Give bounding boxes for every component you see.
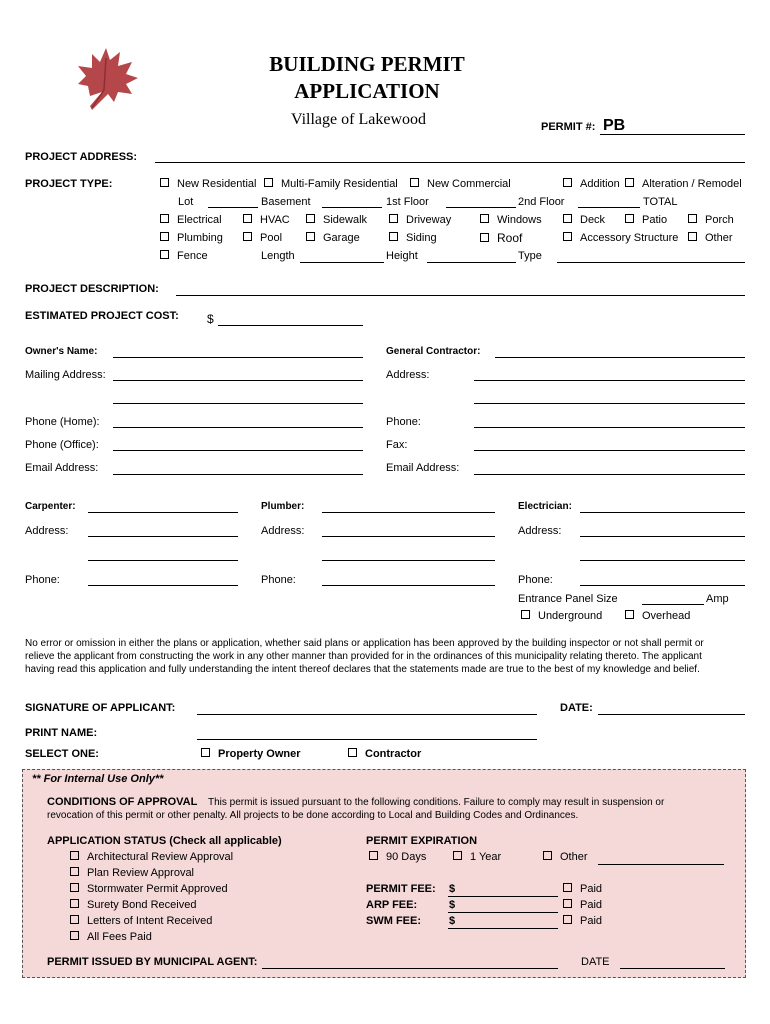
estimated-cost-field[interactable] [218, 325, 363, 326]
swm-fee-dollar: $ [449, 915, 456, 927]
carpenter-address-label: Address: [25, 525, 69, 537]
owner-email-field[interactable] [113, 474, 363, 475]
gc-field[interactable] [495, 357, 745, 358]
signature-field[interactable] [197, 714, 537, 715]
permit-fee-label: PERMIT FEE: [366, 883, 436, 895]
checkbox-pool[interactable]: Pool [243, 232, 282, 244]
title-line2: APPLICATION [294, 79, 440, 103]
length-label: Length [261, 250, 295, 262]
arp-fee-label: ARP FEE: [366, 899, 418, 911]
project-description-label: PROJECT DESCRIPTION: [25, 283, 159, 295]
electrician-address-field-2[interactable] [580, 560, 745, 561]
checkbox-deck[interactable]: Deck [563, 214, 605, 226]
checkbox-underground[interactable]: Underground [521, 610, 602, 622]
height-label: Height [386, 250, 418, 262]
checkbox-accessory[interactable]: Accessory Structure [563, 232, 678, 244]
first-floor-field[interactable] [446, 207, 516, 208]
plumber-field[interactable] [322, 512, 495, 513]
signature-date-field[interactable] [598, 714, 745, 715]
carpenter-label: Carpenter: [25, 501, 76, 512]
print-name-field[interactable] [197, 739, 537, 740]
swm-fee-label: SWM FEE: [366, 915, 421, 927]
panel-size-field[interactable] [642, 604, 704, 605]
electrician-address-label: Address: [518, 525, 562, 537]
checkbox-letters-of-intent[interactable]: Letters of Intent Received [70, 915, 212, 927]
internal-use-heading: ** For Internal Use Only** [32, 773, 164, 785]
type-label: Type [518, 250, 542, 262]
electrician-phone-label: Phone: [518, 574, 553, 586]
lot-label: Lot [178, 196, 194, 208]
permit-number-field[interactable] [600, 134, 745, 135]
gc-address-field[interactable] [474, 380, 745, 381]
gc-address-field-2[interactable] [474, 403, 745, 404]
gc-phone-label: Phone: [386, 416, 421, 428]
other-expiration-field[interactable] [598, 864, 724, 865]
carpenter-field[interactable] [88, 512, 238, 513]
first-floor-label: 1st Floor [386, 196, 429, 208]
print-name-label: PRINT NAME: [25, 727, 98, 739]
checkbox-overhead[interactable]: Overhead [625, 610, 690, 622]
checkbox-porch[interactable]: Porch [688, 214, 734, 226]
checkbox-surety-bond[interactable]: Surety Bond Received [70, 899, 196, 911]
second-floor-label: 2nd Floor [518, 196, 565, 208]
owner-email-label: Email Address: [25, 462, 99, 474]
plumber-address-label: Address: [261, 525, 305, 537]
permit-number-value: PB [603, 117, 626, 134]
checkbox-all-fees-paid[interactable]: All Fees Paid [70, 931, 152, 943]
checkbox-windows[interactable]: Windows [480, 214, 542, 226]
gc-email-label: Email Address: [386, 462, 460, 474]
arp-fee-field[interactable] [448, 912, 558, 913]
checkbox-other[interactable]: Other [688, 232, 733, 244]
title-line1: BUILDING PERMIT [269, 52, 465, 76]
owner-mailing-field[interactable] [113, 380, 363, 381]
permit-expiration-label: PERMIT EXPIRATION [366, 835, 478, 847]
permit-fee-field[interactable] [448, 896, 558, 897]
panel-size-label: Entrance Panel Size [518, 593, 618, 605]
plumber-label: Plumber: [261, 501, 305, 512]
owner-phone-office-label: Phone (Office): [25, 439, 99, 451]
electrician-label: Electrician: [518, 501, 572, 512]
checkbox-hvac[interactable]: HVAC [243, 214, 290, 226]
basement-field[interactable] [322, 207, 382, 208]
maple-leaf-icon [70, 44, 142, 116]
disclaimer-line-1: No error or omission in either the plans or application, whether said plans or application has been approved by the building inspector or not shall permit or [25, 638, 704, 649]
swm-fee-field[interactable] [448, 928, 558, 929]
checkbox-new-commercial[interactable]: New Commercial [410, 178, 511, 190]
checkbox-90-days[interactable]: 90 Days [369, 851, 426, 863]
plumber-phone-field[interactable] [322, 585, 495, 586]
carpenter-phone-field[interactable] [88, 585, 238, 586]
issued-by-field[interactable] [262, 968, 558, 969]
application-status-label: APPLICATION STATUS (Check all applicable) [47, 835, 282, 847]
type-field[interactable] [557, 262, 745, 263]
permit-fee-dollar: $ [449, 883, 456, 895]
village-name: Village of Lakewood [291, 111, 426, 128]
checkbox-patio[interactable]: Patio [625, 214, 667, 226]
gc-email-field[interactable] [474, 474, 745, 475]
total-label: TOTAL [643, 196, 678, 208]
owner-name-label: Owner's Name: [25, 346, 98, 357]
checkbox-plumbing[interactable]: Plumbing [160, 232, 223, 244]
checkbox-driveway[interactable]: Driveway [389, 214, 451, 226]
conditions-text-1: This permit is issued pursuant to the following conditions. Failure to comply may result in suspension or [208, 797, 665, 808]
disclaimer-line-2: relieve the applicant from constructing the work in any other manner than provided for in the ordinances of this municipality relating thereto. The applicant [25, 651, 702, 662]
basement-label: Basement [261, 196, 311, 208]
amp-label: Amp [706, 593, 729, 605]
owner-name-field[interactable] [113, 357, 363, 358]
second-floor-field[interactable] [578, 207, 640, 208]
checkbox-architectural-review[interactable]: Architectural Review Approval [70, 851, 233, 863]
electrician-phone-field[interactable] [580, 585, 745, 586]
checkbox-contractor[interactable]: Contractor [348, 748, 421, 760]
checkbox-stormwater[interactable]: Stormwater Permit Approved [70, 883, 228, 895]
checkbox-new-residential[interactable]: New Residential [160, 178, 256, 190]
gc-address-label: Address: [386, 369, 430, 381]
checkbox-permit-fee-paid[interactable]: Paid [563, 883, 602, 895]
height-field[interactable] [427, 262, 516, 263]
checkbox-siding[interactable]: Siding [389, 232, 437, 244]
project-address-label: PROJECT ADDRESS: [25, 151, 138, 163]
project-address-field[interactable] [155, 162, 745, 163]
checkbox-property-owner[interactable]: Property Owner [201, 748, 301, 760]
carpenter-phone-label: Phone: [25, 574, 60, 586]
plumber-address-field-2[interactable] [322, 560, 495, 561]
carpenter-address-field-2[interactable] [88, 560, 238, 561]
checkbox-garage[interactable]: Garage [306, 232, 360, 244]
issued-by-label: PERMIT ISSUED BY MUNICIPAL AGENT: [47, 956, 258, 968]
checkbox-arp-fee-paid[interactable]: Paid [563, 899, 602, 911]
owner-mailing-field-2[interactable] [113, 403, 363, 404]
checkbox-multi-family[interactable]: Multi-Family Residential [264, 178, 398, 190]
cost-dollar-sign: $ [207, 312, 214, 326]
gc-fax-field[interactable] [474, 450, 745, 451]
gc-fax-label: Fax: [386, 439, 408, 451]
project-type-label: PROJECT TYPE: [25, 178, 113, 190]
gc-label: General Contractor: [386, 346, 481, 357]
disclaimer-line-3: having read this application and fully understanding the intent thereof declares that the statements made are true to the best of my knowledge and belief. [25, 664, 700, 675]
plumber-address-field[interactable] [322, 536, 495, 537]
project-description-field[interactable] [176, 295, 745, 296]
length-field[interactable] [300, 262, 384, 263]
checkbox-fence[interactable]: Fence [160, 250, 208, 262]
conditions-label: CONDITIONS OF APPROVAL [47, 796, 198, 808]
checkbox-roof[interactable]: Roof [480, 231, 522, 245]
owner-phone-office-field[interactable] [113, 450, 363, 451]
checkbox-1-year[interactable]: 1 Year [453, 851, 501, 863]
issued-date-label: DATE [581, 956, 610, 968]
electrician-address-field[interactable] [580, 536, 745, 537]
plumber-phone-label: Phone: [261, 574, 296, 586]
checkbox-electrical[interactable]: Electrical [160, 214, 222, 226]
owner-phone-home-field[interactable] [113, 427, 363, 428]
checkbox-swm-fee-paid[interactable]: Paid [563, 915, 602, 927]
signature-label: SIGNATURE OF APPLICANT: [25, 702, 176, 714]
conditions-text-2: revocation of this permit or other penalty. All projects to be done according to Local and Building Codes and Ordinances. [47, 810, 579, 821]
issued-date-field[interactable] [620, 968, 725, 969]
checkbox-plan-review[interactable]: Plan Review Approval [70, 867, 194, 879]
signature-date-label: DATE: [560, 702, 593, 714]
carpenter-address-field[interactable] [88, 536, 238, 537]
checkbox-sidewalk[interactable]: Sidewalk [306, 214, 367, 226]
estimated-cost-label: ESTIMATED PROJECT COST: [25, 310, 179, 322]
select-one-label: SELECT ONE: [25, 748, 99, 760]
owner-mailing-label: Mailing Address: [25, 369, 106, 381]
checkbox-alteration[interactable]: Alteration / Remodel [625, 178, 742, 190]
arp-fee-dollar: $ [449, 899, 456, 911]
owner-phone-home-label: Phone (Home): [25, 416, 100, 428]
checkbox-addition[interactable]: Addition [563, 178, 620, 190]
gc-phone-field[interactable] [474, 427, 745, 428]
permit-number-label: PERMIT #: [541, 121, 596, 133]
lot-field[interactable] [208, 207, 258, 208]
electrician-field[interactable] [580, 512, 745, 513]
checkbox-other-expiration[interactable]: Other [543, 851, 588, 863]
